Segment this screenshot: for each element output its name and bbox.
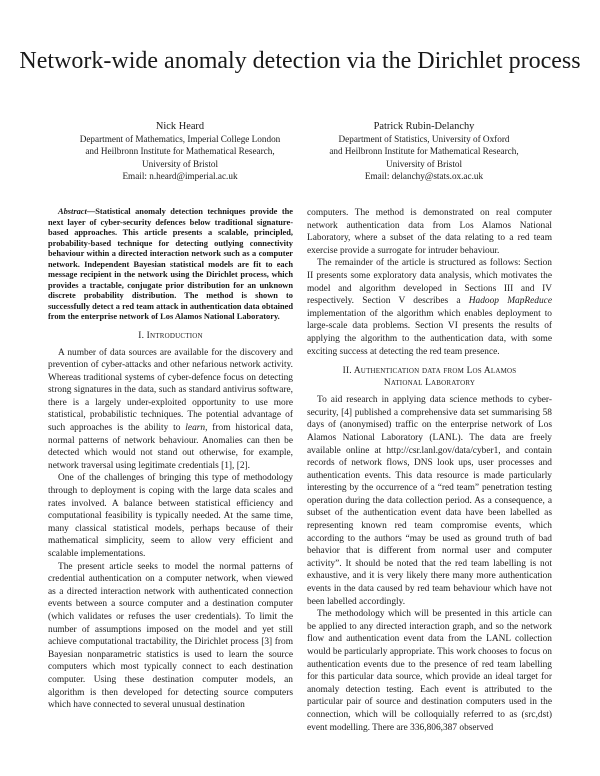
right-column	[307, 207, 552, 734]
author-block-1	[48, 121, 312, 182]
author-affiliation: Department of Mathematics, Imperial College London	[79, 134, 281, 145]
emphasis-text: learn	[185, 423, 206, 434]
author-name: Patrick Rubin-Delanchy	[373, 121, 475, 132]
paragraph-text: implementation of the algorithm which enables deployment to large-scale data problems. Section VI presents the results of applying the algorithm to the authentication data, with some exciting success at detecting the red team presence.	[307, 308, 552, 357]
author-affiliation: University of Bristol	[141, 158, 219, 169]
paragraph: To aid research in applying data science methods to cyber-security, [4] published a comprehensive data set summarising 58 days of (anonymised) traffic on the enterprise network of Los Alamos National Laboratory (LANL). The data are freely available online at http://csr.lanl.gov/data/cyber1, and contain records of network flows, DNS look ups, user processes and authentication events. This data resource is made particularly interesting by the occurrence of a “red team” penetration testing operation during the data collection period. As a consequence, a subset of the authentication event data have been labelled as representing known red team compromise events, which according to the authors “may be used as ground truth of bad behavior that is different from normal user and computer activity”. It should be noted that the red team labelling is not exhaustive, and it is very likely there many more authentication events in the data caused by red team behaviour which have not been labelled accordingly.	[307, 395, 552, 607]
paragraph: computers. The method is demonstrated on real computer network authentication data from Los Alamos National Laboratory, where a subset of the data relating to a red team exercise provide a surrogate for intruder behaviour.	[307, 208, 552, 256]
abstract-label: Abstract	[58, 207, 87, 216]
paragraph: The methodology which will be presented in this article can be applied to any directed interaction graph, and so the network flow and authentication event data from the LANL collection would be particularly appropriate. This work chooses to focus on authentication events due to the presence of red team labelling for this particular data source, which provide an ideal target for anomaly detection testing. Each event is attributed to the particular pair of source and destination computers used in the connection, which will be colloquially referred to as (src,dst) event modelling. There are 336,806,387 observed	[307, 609, 552, 733]
author-affiliation: University of Bristol	[385, 158, 463, 169]
emphasis-text: Hadoop MapReduce	[468, 296, 552, 307]
paragraph-text: A number of data sources are available for the discovery and prevention of cyber-attacks and other nefarious network activity. Whereas traditional systems of cyber-defence focus on detecting strong signatures in the data, such as standard antivirus software, there is a largely under-exploited opportunity to use more statistical, probabilistic techniques. The potential advantage of such approaches is the ability to	[48, 347, 293, 434]
section-heading-line: II. Authentication data from Los Alamos	[342, 366, 517, 377]
paragraph-text: The remainder of the article is structured as follows: Section II presents some exploratory data analysis, which motivates the model and algorithm developed in Sections III and IV respectively. Section V describes a	[307, 258, 552, 307]
paragraph: The present article seeks to model the normal patterns of credential authentication on a computer network, when viewed as a directed interaction network with authenticated connection events between a source computer and a destination computer (which validates or refuses the user credentials). To limit the number of assumptions imposed on the model and yet still achieve computational tractability, the Dirichlet process [3] from Bayesian nonparametric statistics is used to learn the source computers which most typically connect to each destination computer. Using these destination computer models, an algorithm is then developed for detecting source computers which have connected to several unusual destination	[48, 561, 293, 711]
section-heading-authentication-data	[307, 365, 552, 389]
paragraph	[307, 257, 552, 358]
author-email: Email: delanchy@stats.ox.ac.uk	[364, 170, 484, 181]
abstract	[48, 207, 293, 323]
author-name: Nick Heard	[155, 121, 205, 132]
abstract-text: —Statistical anomaly detection techniques provide the next layer of cyber-security defences below traditional signature-based approaches. This article presents a scalable, principled, probability-based technique for detecting outlying connectivity behaviour within a directed interaction network such as a computer network. Independent Bayesian statistical models are fit to each message recipient in the network using the Dirichlet process, which provides a tractable, conjugate prior distribution for an unknown discrete probability distribution. The method is shown to successfully detect a red team attack in authentication data obtained from the enterprise network of Los Alamos National Laboratory.	[48, 207, 293, 321]
paragraph-text: , from historical data, normal patterns of network behaviour. Anomalies can then be detected which would not stand out otherwise, for example, network traversal using legitimate credentials [1], [2].	[48, 423, 293, 471]
section-heading-line: National Laboratory	[383, 378, 476, 389]
section-heading-introduction: I. Introduction	[138, 330, 203, 341]
author-affiliation: Department of Statistics, University of Oxford	[338, 134, 510, 145]
paragraph: One of the challenges of bringing this type of methodology through to deployment is coping with the large data scales and rates involved. A balance between statistical efficiency and computational feasibility is typically needed. At the same time, many classical statistical models, perhaps because of their mathematical simplicity, seem to allow very efficient and scalable implementations.	[48, 473, 293, 559]
paragraph	[48, 347, 293, 473]
author-email: Email: n.heard@imperial.ac.uk	[122, 170, 238, 181]
author-block-2	[292, 121, 556, 182]
paper-title: Network-wide anomaly detection via the Dirichlet process	[19, 48, 581, 74]
author-affiliation: and Heilbronn Institute for Mathematical Research,	[329, 146, 519, 157]
author-affiliation: and Heilbronn Institute for Mathematical Research,	[85, 146, 275, 157]
left-column	[48, 207, 293, 712]
